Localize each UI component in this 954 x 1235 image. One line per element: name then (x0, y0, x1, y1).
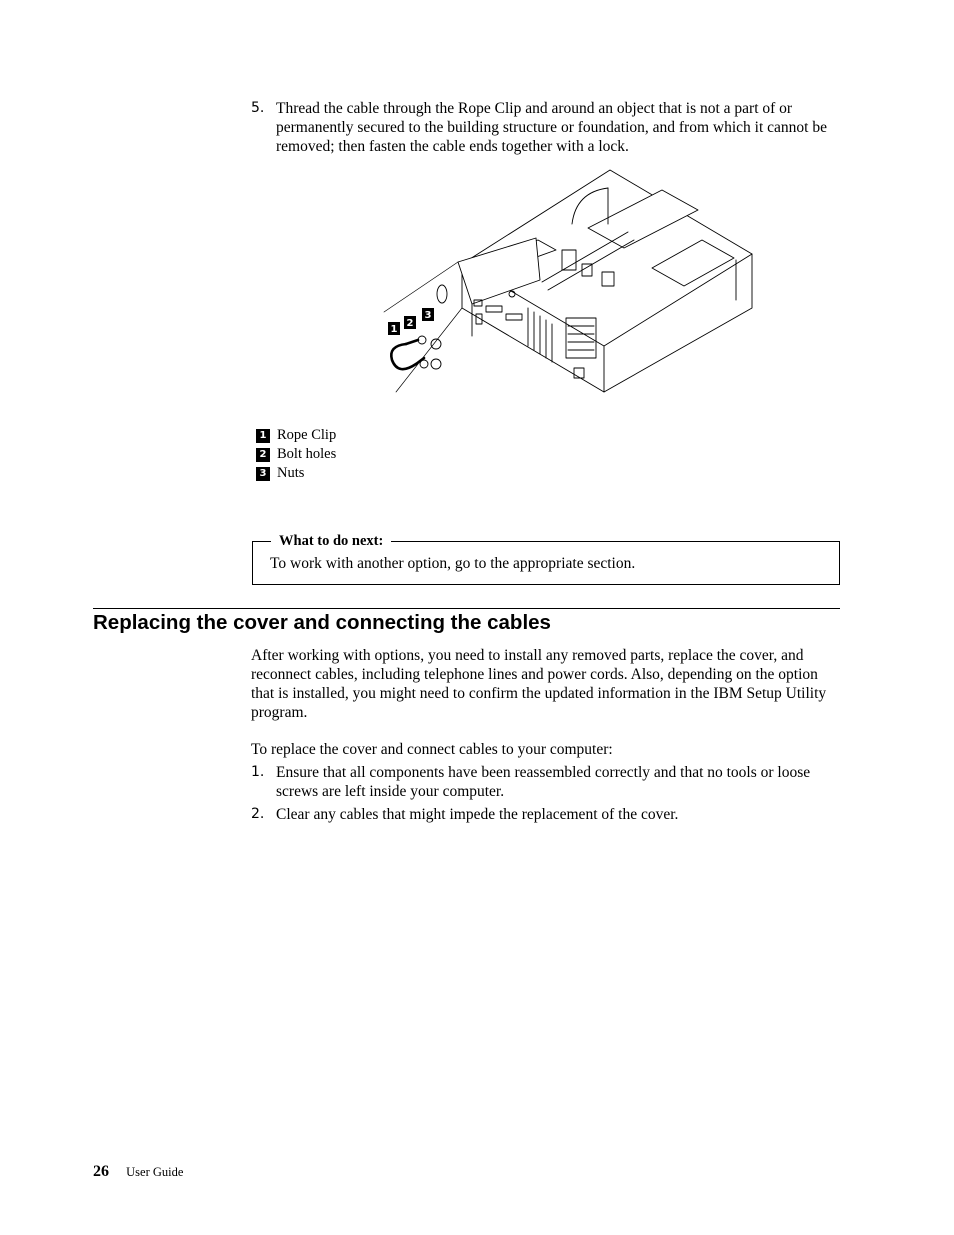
computer-chassis-drawing (458, 170, 752, 392)
callout-badge: 3 (256, 467, 270, 481)
figure-callout-label: 3 (424, 310, 432, 321)
step-number: 5. (251, 100, 265, 116)
legend-label: Bolt holes (277, 446, 337, 462)
section-lead: To replace the cover and connect cables to your computer: (251, 741, 613, 758)
legend-item (256, 426, 336, 445)
legend-item (256, 445, 336, 464)
callout-badge: 2 (256, 448, 270, 462)
figure-callout-1 (388, 322, 400, 335)
figure-callout-label: 1 (390, 324, 398, 335)
legend-label: Nuts (277, 465, 305, 481)
callout-badge: 1 (256, 429, 270, 443)
rope-clip-illustration (362, 168, 756, 396)
footer-doc-title: User Guide (126, 1165, 184, 1179)
step-number: 1. (251, 764, 265, 780)
figure-legend (256, 426, 336, 483)
next-box-title: What to do next: (271, 532, 391, 550)
step-text: Thread the cable through the Rope Clip and around an object that is not a part of or permanently secured to the building structure or foundation, and from which it cannot be removed; then fasten the cable ends together with a lock. (276, 100, 827, 155)
section-intro: After working with options, you need to install any removed parts, replace the cover, and reconnect cables, including telephone lines and power cords. Also, depending on the option that is installed, you might need to confirm the updated information in the IBM Setup Utility program. (251, 647, 827, 721)
section-divider (93, 608, 840, 609)
next-box-body: To work with another option, go to the appropriate section. (270, 555, 636, 572)
section-title: Replacing the cover and connecting the cables (93, 611, 551, 634)
legend-item (256, 464, 336, 483)
step-5 (251, 99, 841, 156)
legend-label: Rope Clip (277, 427, 337, 443)
step-text: Ensure that all components have been reassembled correctly and that no tools or loose screws are left inside your computer. (276, 764, 811, 800)
what-to-do-next-box (252, 533, 840, 585)
page-number: 26 (93, 1163, 109, 1180)
step-number: 2. (251, 806, 265, 822)
page-footer (93, 1163, 183, 1181)
figure-callout-label: 2 (406, 318, 414, 329)
figure-callout-2 (404, 316, 416, 329)
step-1 (251, 763, 841, 801)
step-text: Clear any cables that might impede the replacement of the cover. (276, 806, 679, 823)
figure-callout-3 (422, 308, 434, 321)
step-2 (251, 805, 841, 824)
